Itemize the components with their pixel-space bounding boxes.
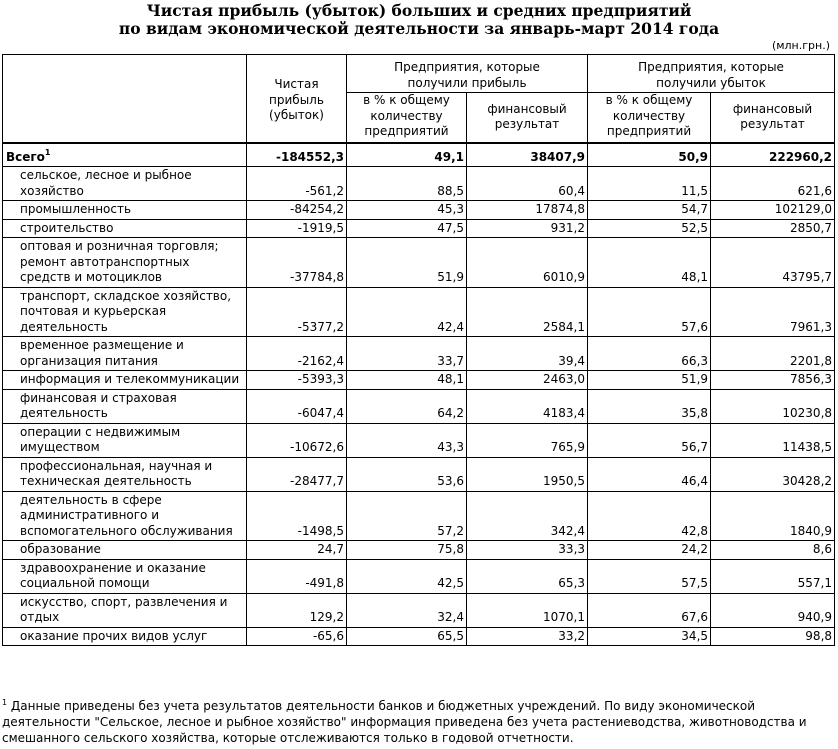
row-profit-fin: 1070,1 [467, 593, 588, 627]
footnote-text: Данные приведены без учета результатов деятельности банков и бюджетных учреждений. По виду экономической деятельности "Сельское, лесное и рыбное хозяйство" информация приведена без учета растениеводства, животноводства и смешанного сельского хозяйства, которые отслеживаются только в годовой отчетности. [2, 699, 807, 745]
row-profit-pct: 88,5 [347, 167, 467, 201]
footnote [2, 695, 834, 746]
row-profit-pct: 57,2 [347, 491, 467, 541]
row-net: -5393,3 [247, 371, 347, 390]
total-label: Всего [6, 149, 45, 164]
row-label: информация и телекоммуникации [3, 371, 247, 390]
row-loss-pct: 54,7 [588, 201, 711, 220]
row-profit-fin: 33,3 [467, 541, 588, 560]
row-net: -28477,7 [247, 457, 347, 491]
row-loss-pct: 67,6 [588, 593, 711, 627]
row-loss-pct: 51,9 [588, 371, 711, 390]
row-label: операции с недвижимым имуществом [3, 423, 247, 457]
row-profit-pct: 42,4 [347, 287, 467, 337]
row-loss-pct: 11,5 [588, 167, 711, 201]
row-loss-pct: 48,1 [588, 238, 711, 288]
row-loss-pct: 34,5 [588, 627, 711, 646]
row-loss-fin: 7961,3 [711, 287, 835, 337]
row-net: -37784,8 [247, 238, 347, 288]
row-loss-pct: 46,4 [588, 457, 711, 491]
total-profit-pct: 49,1 [347, 143, 467, 167]
row-profit-fin: 931,2 [467, 219, 588, 238]
row-loss-fin: 7856,3 [711, 371, 835, 390]
table-row [3, 389, 835, 423]
row-label: образование [3, 541, 247, 560]
row-profit-pct: 32,4 [347, 593, 467, 627]
row-profit-pct: 47,5 [347, 219, 467, 238]
table-row [3, 337, 835, 371]
header-profit-fin: финансовый результат [467, 93, 588, 143]
row-profit-fin: 33,2 [467, 627, 588, 646]
row-label: финансовая и страховая деятельность [3, 389, 247, 423]
table-row [3, 219, 835, 238]
row-net: -1919,5 [247, 219, 347, 238]
row-net: -1498,5 [247, 491, 347, 541]
row-label: здравоохранение и оказание социальной помощи [3, 559, 247, 593]
row-label: оптовая и розничная торговля; ремонт автотранспортных средств и мотоциклов [3, 238, 247, 288]
row-profit-pct: 48,1 [347, 371, 467, 390]
header-profit-group: Предприятия, которые получили прибыль [347, 55, 588, 93]
row-loss-pct: 57,5 [588, 559, 711, 593]
page-title [0, 2, 838, 38]
row-loss-fin: 2850,7 [711, 219, 835, 238]
row-label: сельское, лесное и рыбное хозяйство [3, 167, 247, 201]
row-loss-fin: 940,9 [711, 593, 835, 627]
row-loss-fin: 8,6 [711, 541, 835, 560]
row-profit-pct: 51,9 [347, 238, 467, 288]
table-row [3, 491, 835, 541]
row-profit-fin: 342,4 [467, 491, 588, 541]
row-label: оказание прочих видов услуг [3, 627, 247, 646]
row-loss-fin: 11438,5 [711, 423, 835, 457]
row-label: промышленность [3, 201, 247, 220]
row-net: -10672,6 [247, 423, 347, 457]
table-row [3, 457, 835, 491]
row-profit-fin: 60,4 [467, 167, 588, 201]
row-net: -65,6 [247, 627, 347, 646]
row-net: -2162,4 [247, 337, 347, 371]
row-label: деятельность в сфере административного и вспомогательного обслуживания [3, 491, 247, 541]
table-row [3, 287, 835, 337]
table-row [3, 238, 835, 288]
row-loss-pct: 42,8 [588, 491, 711, 541]
row-profit-pct: 65,5 [347, 627, 467, 646]
table-row [3, 167, 835, 201]
row-profit-fin: 65,3 [467, 559, 588, 593]
row-loss-pct: 24,2 [588, 541, 711, 560]
row-loss-fin: 98,8 [711, 627, 835, 646]
row-profit-fin: 17874,8 [467, 201, 588, 220]
row-profit-fin: 4183,4 [467, 389, 588, 423]
row-loss-fin: 2201,8 [711, 337, 835, 371]
table-row [3, 201, 835, 220]
row-profit-pct: 42,5 [347, 559, 467, 593]
row-label: строительство [3, 219, 247, 238]
row-net: 24,7 [247, 541, 347, 560]
total-net: -184552,3 [247, 143, 347, 167]
total-footnote-mark: 1 [44, 147, 51, 157]
table-row [3, 559, 835, 593]
row-profit-fin: 765,9 [467, 423, 588, 457]
row-net: -6047,4 [247, 389, 347, 423]
row-loss-pct: 66,3 [588, 337, 711, 371]
row-profit-fin: 1950,5 [467, 457, 588, 491]
row-profit-pct: 33,7 [347, 337, 467, 371]
row-loss-fin: 30428,2 [711, 457, 835, 491]
row-label: временное размещение и организация питания [3, 337, 247, 371]
row-profit-fin: 6010,9 [467, 238, 588, 288]
row-loss-fin: 43795,7 [711, 238, 835, 288]
row-loss-fin: 621,6 [711, 167, 835, 201]
row-loss-fin: 102129,0 [711, 201, 835, 220]
row-loss-fin: 1840,9 [711, 491, 835, 541]
total-row [3, 143, 835, 167]
row-profit-pct: 45,3 [347, 201, 467, 220]
footnote-mark: 1 [2, 698, 8, 707]
total-loss-pct: 50,9 [588, 143, 711, 167]
header-loss-group: Предприятия, которые получили убыток [588, 55, 835, 93]
row-profit-fin: 2463,0 [467, 371, 588, 390]
row-net: -491,8 [247, 559, 347, 593]
row-profit-pct: 64,2 [347, 389, 467, 423]
table-row [3, 627, 835, 646]
total-profit-fin: 38407,9 [467, 143, 588, 167]
row-net: -561,2 [247, 167, 347, 201]
row-profit-fin: 39,4 [467, 337, 588, 371]
row-net: -84254,2 [247, 201, 347, 220]
header-loss-fin: финансовый результат [711, 93, 835, 143]
row-loss-pct: 35,8 [588, 389, 711, 423]
row-loss-pct: 57,6 [588, 287, 711, 337]
row-loss-pct: 56,7 [588, 423, 711, 457]
row-loss-fin: 10230,8 [711, 389, 835, 423]
header-profit-pct: в % к общему количеству предприятий [347, 93, 467, 143]
table-row [3, 371, 835, 390]
row-net: 129,2 [247, 593, 347, 627]
table-row [3, 593, 835, 627]
row-profit-pct: 43,3 [347, 423, 467, 457]
row-net: -5377,2 [247, 287, 347, 337]
row-label: искусство, спорт, развлечения и отдых [3, 593, 247, 627]
title-line-1: Чистая прибыль (убыток) больших и средних предприятий [146, 1, 692, 20]
row-label: транспорт, складское хозяйство, почтовая и курьерская деятельность [3, 287, 247, 337]
header-empty [3, 55, 247, 143]
row-profit-pct: 53,6 [347, 457, 467, 491]
header-net-profit: Чистая прибыль (убыток) [247, 55, 347, 143]
row-loss-fin: 557,1 [711, 559, 835, 593]
table-row [3, 423, 835, 457]
header-loss-pct: в % к общему количеству предприятий [588, 93, 711, 143]
row-loss-pct: 52,5 [588, 219, 711, 238]
table-row [3, 541, 835, 560]
unit-label: (млн.грн.) [771, 39, 830, 52]
row-label: профессиональная, научная и техническая деятельность [3, 457, 247, 491]
total-loss-fin: 222960,2 [711, 143, 835, 167]
row-profit-pct: 75,8 [347, 541, 467, 560]
total-label-cell [3, 143, 247, 167]
row-profit-fin: 2584,1 [467, 287, 588, 337]
profit-table [2, 54, 835, 646]
title-line-2: по видам экономической деятельности за январь-март 2014 года [118, 19, 720, 38]
